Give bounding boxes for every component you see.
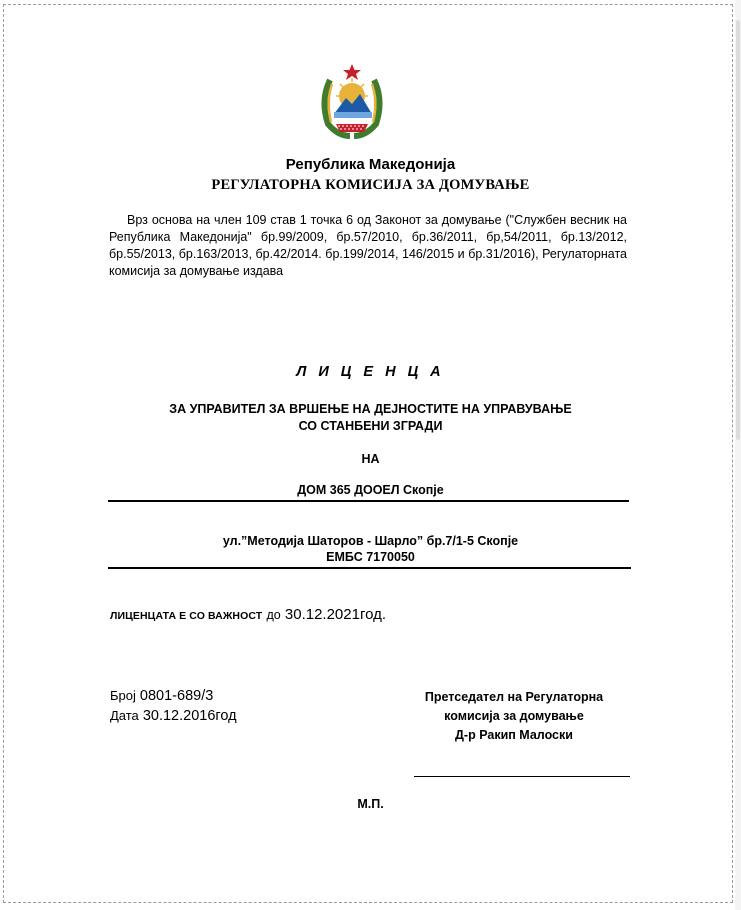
signatory-block: [398, 688, 630, 745]
company-address-block: [100, 533, 641, 565]
license-subtitle-line1: ЗА УПРАВИТЕЛ ЗА ВРШЕЊЕ НА ДЕЈНОСТИТЕ НА УПРАВУВАЊЕ: [169, 402, 572, 416]
reference-number-line: [110, 686, 237, 706]
company-name: ДОМ 365 ДООЕЛ Скопје: [297, 483, 444, 497]
republic-name: Република Македонија: [285, 156, 456, 173]
validity-until: до: [266, 608, 281, 622]
reference-date-label: Дата: [110, 708, 139, 723]
license-title: Л И Ц Е Н Ц А: [296, 364, 445, 380]
license-subtitle-line2: СО СТАНБЕНИ ЗГРАДИ: [298, 419, 443, 433]
signature-line: [414, 776, 630, 777]
validity-statement: [110, 606, 386, 623]
divider-address: [108, 567, 631, 569]
stamp-label: М.П.: [357, 797, 384, 811]
company-address: ул.”Методија Шаторов - Шарло” бр.7/1-5 Скопје: [222, 534, 519, 548]
signatory-name: Д-р Ракип Малоски: [455, 728, 573, 742]
company-embs: ЕМБС 7170050: [326, 550, 415, 564]
legal-basis-text: Врз основа на член 109 став 1 точка 6 од Законот за домување ("Службен весник на Република Македонија" бр.99/2009, бр.57/2010, бр.36/2011, бр,54/2011, бр.13/2012, бр.55/2013, бр.163/2013, бр.42/2014. бр.199/2014, 146/2015 и бр.31/2016), Регулаторната комисија за домување издава: [109, 213, 627, 278]
validity-prefix: ЛИЦЕНЦАТА Е СО ВАЖНОСТ: [110, 610, 263, 622]
divider-company: [108, 500, 629, 502]
validity-date: 30.12.2021год.: [284, 606, 387, 623]
commission-name: РЕГУЛАТОРНА КОМИСИЈА ЗА ДОМУВАЊЕ: [211, 177, 530, 193]
reference-date: 30.12.2016год: [142, 708, 237, 724]
signatory-title-line1: Претседател на Регулаторна: [424, 690, 604, 704]
license-subtitle: [100, 401, 641, 435]
reference-date-line: [110, 706, 237, 726]
signatory-title-line2: комисија за домување: [444, 709, 584, 723]
license-na: НА: [361, 452, 380, 466]
reference-number: 0801-689/3: [139, 688, 214, 704]
reference-number-label: Број: [110, 688, 136, 703]
legal-basis-paragraph: [109, 212, 627, 280]
reference-block: [110, 686, 237, 726]
coat-of-arms-icon: [316, 62, 388, 142]
